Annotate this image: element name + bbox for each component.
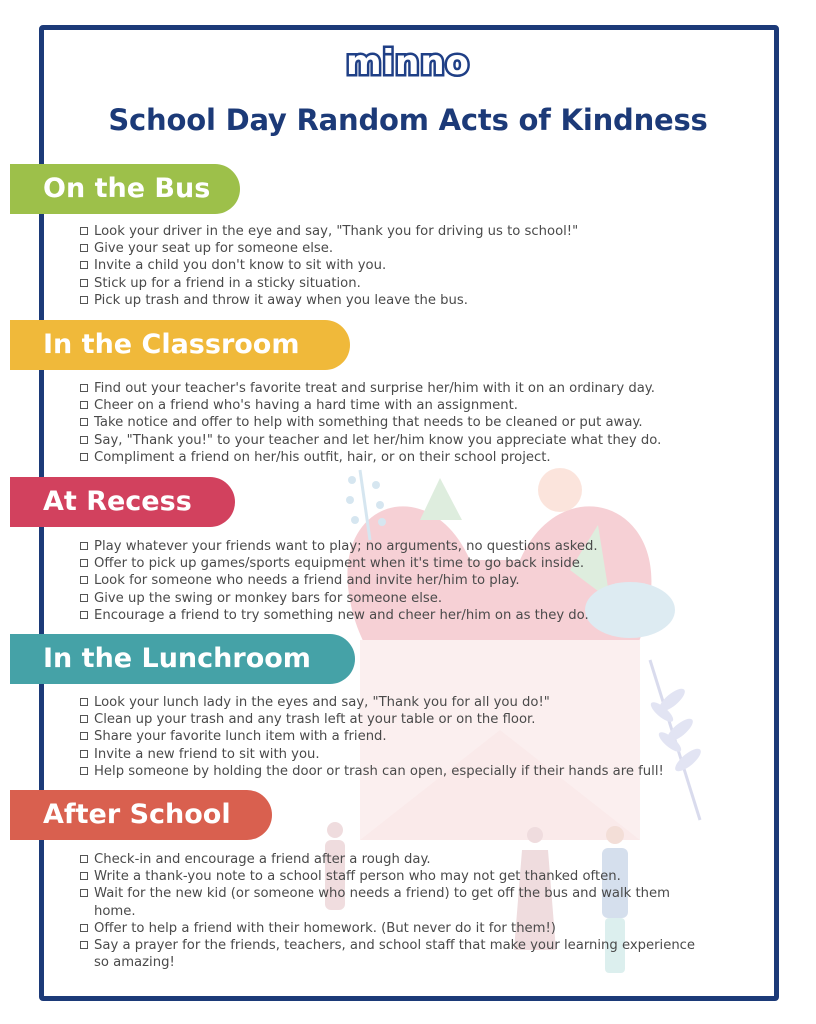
list-item: Check-in and encourage a friend after a rough day.	[80, 851, 714, 868]
list-item: Give up the swing or monkey bars for someone else.	[80, 590, 598, 607]
list-item: Give your seat up for someone else.	[80, 240, 578, 257]
checkbox-icon[interactable]	[80, 594, 88, 602]
list-item: Find out your teacher's favorite treat and surprise her/him with it on an ordinary day.	[80, 380, 661, 397]
section-heading-after-school: After School	[10, 790, 272, 840]
minno-logo	[0, 44, 816, 82]
list-item: Say a prayer for the friends, teachers, and school staff that make your learning experience so amazing!	[80, 937, 714, 971]
section-heading-in-the-lunchroom: In the Lunchroom	[10, 634, 355, 684]
list-item: Pick up trash and throw it away when you leave the bus.	[80, 292, 578, 309]
checkbox-icon[interactable]	[80, 941, 88, 949]
checkbox-icon[interactable]	[80, 453, 88, 461]
list-item: Play whatever your friends want to play; no arguments, no questions asked.	[80, 538, 598, 555]
checkbox-icon[interactable]	[80, 227, 88, 235]
section-heading-in-the-classroom: In the Classroom	[10, 320, 350, 370]
list-item: Write a thank-you note to a school staff person who may not get thanked often.	[80, 868, 714, 885]
list-item: Clean up your trash and any trash left at your table or on the floor.	[80, 711, 664, 728]
checkbox-icon[interactable]	[80, 732, 88, 740]
checkbox-icon[interactable]	[80, 401, 88, 409]
list-item: Offer to help a friend with their homework. (But never do it for them!)	[80, 920, 714, 937]
list-at-recess	[80, 538, 598, 624]
list-item: Look your lunch lady in the eyes and say, "Thank you for all you do!"	[80, 694, 664, 711]
checkbox-icon[interactable]	[80, 750, 88, 758]
list-item: Invite a new friend to sit with you.	[80, 746, 664, 763]
checkbox-icon[interactable]	[80, 559, 88, 567]
list-item: Invite a child you don't know to sit with you.	[80, 257, 578, 274]
checkbox-icon[interactable]	[80, 542, 88, 550]
list-in-the-classroom	[80, 380, 661, 466]
list-item: Help someone by holding the door or trash can open, especially if their hands are full!	[80, 763, 664, 780]
checkbox-icon[interactable]	[80, 872, 88, 880]
list-item: Share your favorite lunch item with a friend.	[80, 728, 664, 745]
checkbox-icon[interactable]	[80, 715, 88, 723]
list-after-school	[80, 851, 714, 971]
checkbox-icon[interactable]	[80, 244, 88, 252]
section-heading-at-recess: At Recess	[10, 477, 235, 527]
checkbox-icon[interactable]	[80, 924, 88, 932]
checkbox-icon[interactable]	[80, 296, 88, 304]
checkbox-icon[interactable]	[80, 418, 88, 426]
checkbox-icon[interactable]	[80, 384, 88, 392]
checkbox-icon[interactable]	[80, 698, 88, 706]
checkbox-icon[interactable]	[80, 889, 88, 897]
checkbox-icon[interactable]	[80, 855, 88, 863]
list-item: Compliment a friend on her/his outfit, hair, or on their school project.	[80, 449, 661, 466]
list-item: Encourage a friend to try something new and cheer her/him on as they do.	[80, 607, 598, 624]
list-item: Cheer on a friend who's having a hard time with an assignment.	[80, 397, 661, 414]
list-item: Stick up for a friend in a sticky situation.	[80, 275, 578, 292]
logo-text: minno	[346, 43, 470, 83]
section-heading-on-the-bus: On the Bus	[10, 164, 240, 214]
page-title: School Day Random Acts of Kindness	[108, 103, 708, 137]
checkbox-icon[interactable]	[80, 767, 88, 775]
list-item: Offer to pick up games/sports equipment when it's time to go back inside.	[80, 555, 598, 572]
list-item: Say, "Thank you!" to your teacher and let her/him know you appreciate what they do.	[80, 432, 661, 449]
checkbox-icon[interactable]	[80, 279, 88, 287]
list-item: Look for someone who needs a friend and invite her/him to play.	[80, 572, 598, 589]
checkbox-icon[interactable]	[80, 436, 88, 444]
list-on-the-bus	[80, 223, 578, 309]
list-item: Look your driver in the eye and say, "Thank you for driving us to school!"	[80, 223, 578, 240]
checkbox-icon[interactable]	[80, 261, 88, 269]
list-in-the-lunchroom	[80, 694, 664, 780]
list-item: Take notice and offer to help with something that needs to be cleaned or put away.	[80, 414, 661, 431]
checkbox-icon[interactable]	[80, 611, 88, 619]
list-item: Wait for the new kid (or someone who needs a friend) to get off the bus and walk them home.	[80, 885, 714, 919]
checkbox-icon[interactable]	[80, 576, 88, 584]
